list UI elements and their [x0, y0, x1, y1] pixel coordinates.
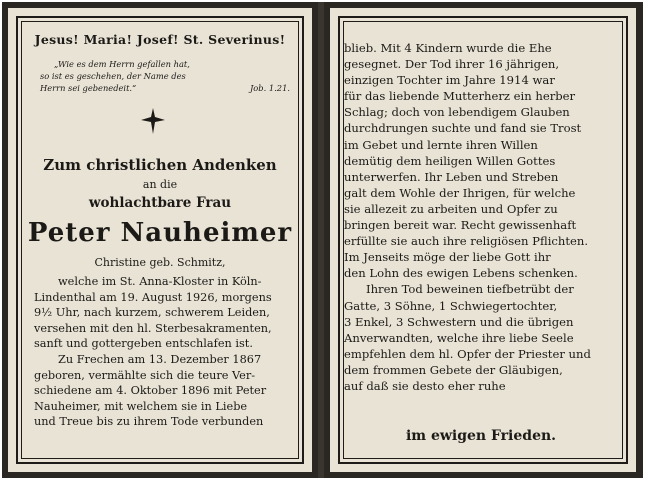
quote-line: so ist es geschehen, der Name des	[40, 71, 186, 81]
text-line: Lindenthal am 19. August 1926, morgens	[34, 290, 272, 304]
text-line: Im Jenseits möge der liebe Gott ihr	[344, 250, 551, 265]
text-line: erfüllte sie auch ihre religiösen Pflichten.	[344, 234, 589, 249]
text-line: demütig dem heiligen Willen Gottes	[344, 153, 556, 168]
left-body-text	[34, 274, 286, 430]
text-line: schiedene am 4. Oktober 1896 mit Peter	[34, 384, 267, 398]
text-line: einzigen Tochter im Jahre 1914 war	[344, 73, 555, 88]
text-line: empfehlen dem hl. Opfer der Priester und	[344, 346, 591, 361]
right-body-text	[344, 40, 622, 394]
text-line: dem frommen Gebete der Gläubigen,	[344, 362, 563, 377]
text-line: Nauheimer, mit welchem sie in Liebe	[34, 399, 248, 413]
text-line: im Gebet und lernte ihren Willen	[344, 137, 538, 152]
text-line: Zu Frechen am 13. Dezember 1867	[58, 352, 262, 366]
closing-line: im ewigen Frieden.	[405, 428, 557, 444]
text-line: blieb. Mit 4 Kindern wurde die Ehe	[344, 41, 552, 55]
an-die-text: an die	[142, 178, 178, 191]
memorial-title: Zum christlichen Andenken	[43, 156, 277, 174]
text-line: den Lohn des ewigen Lebens schenken.	[344, 266, 578, 281]
wohlachtbare-text: wohlachtbare Frau	[88, 195, 232, 211]
text-line: sie allezeit zu arbeiten und Opfer zu	[344, 201, 558, 216]
text-line: versehen mit den hl. Sterbesakramenten,	[34, 321, 272, 335]
quote-reference: Job. 1.21.	[249, 83, 290, 93]
quote-line: Herrn sei gebenedeit.“	[40, 83, 137, 93]
text-line: welche im St. Anna-Kloster in Köln-	[58, 275, 262, 288]
text-line: 3 Enkel, 3 Schwestern und die übrigen	[344, 314, 574, 329]
text-line: durchdrungen suchte und fand sie Trost	[344, 121, 582, 136]
text-line: und Treue bis zu ihrem Tode verbunden	[34, 415, 264, 429]
header-invocation: Jesus! Maria! Josef! St. Severinus!	[34, 32, 286, 47]
text-line: Anverwandten, welche ihre liebe Seele	[344, 330, 574, 345]
deceased-name: Peter Nauheimer	[27, 218, 293, 248]
text-line: sanft und gottergeben entschlafen ist.	[34, 337, 253, 351]
text-line: auf daß sie desto eher ruhe	[344, 378, 506, 393]
text-line: gesegnet. Der Tod ihrer 16 jährigen,	[344, 57, 560, 72]
text-line: galt dem Wohle der Ihrigen, für welche	[344, 185, 576, 200]
text-line: unterwerfen. Ihr Leben und Streben	[344, 169, 559, 184]
text-line: geboren, vermählte sich die teure Ver-	[34, 368, 256, 382]
maiden-name: Christine geb. Schmitz,	[94, 256, 226, 269]
text-line: Schlag; doch von lebendigem Glauben	[344, 105, 570, 120]
text-line: 9½ Uhr, nach kurzem, schwerem Leiden,	[34, 306, 270, 320]
quote-line: „Wie es dem Herrn gefallen hat,	[54, 59, 190, 69]
scripture-quote	[40, 58, 290, 94]
text-line: bringen bereit war. Recht gewissenhaft	[344, 218, 577, 233]
cross-icon	[141, 108, 165, 134]
text-line: Gatte, 3 Söhne, 1 Schwiegertochter,	[344, 298, 558, 313]
text-line: für das liebende Mutterherz ein herber	[344, 89, 576, 104]
text-line: Ihren Tod beweinen tiefbetrübt der	[366, 282, 574, 297]
